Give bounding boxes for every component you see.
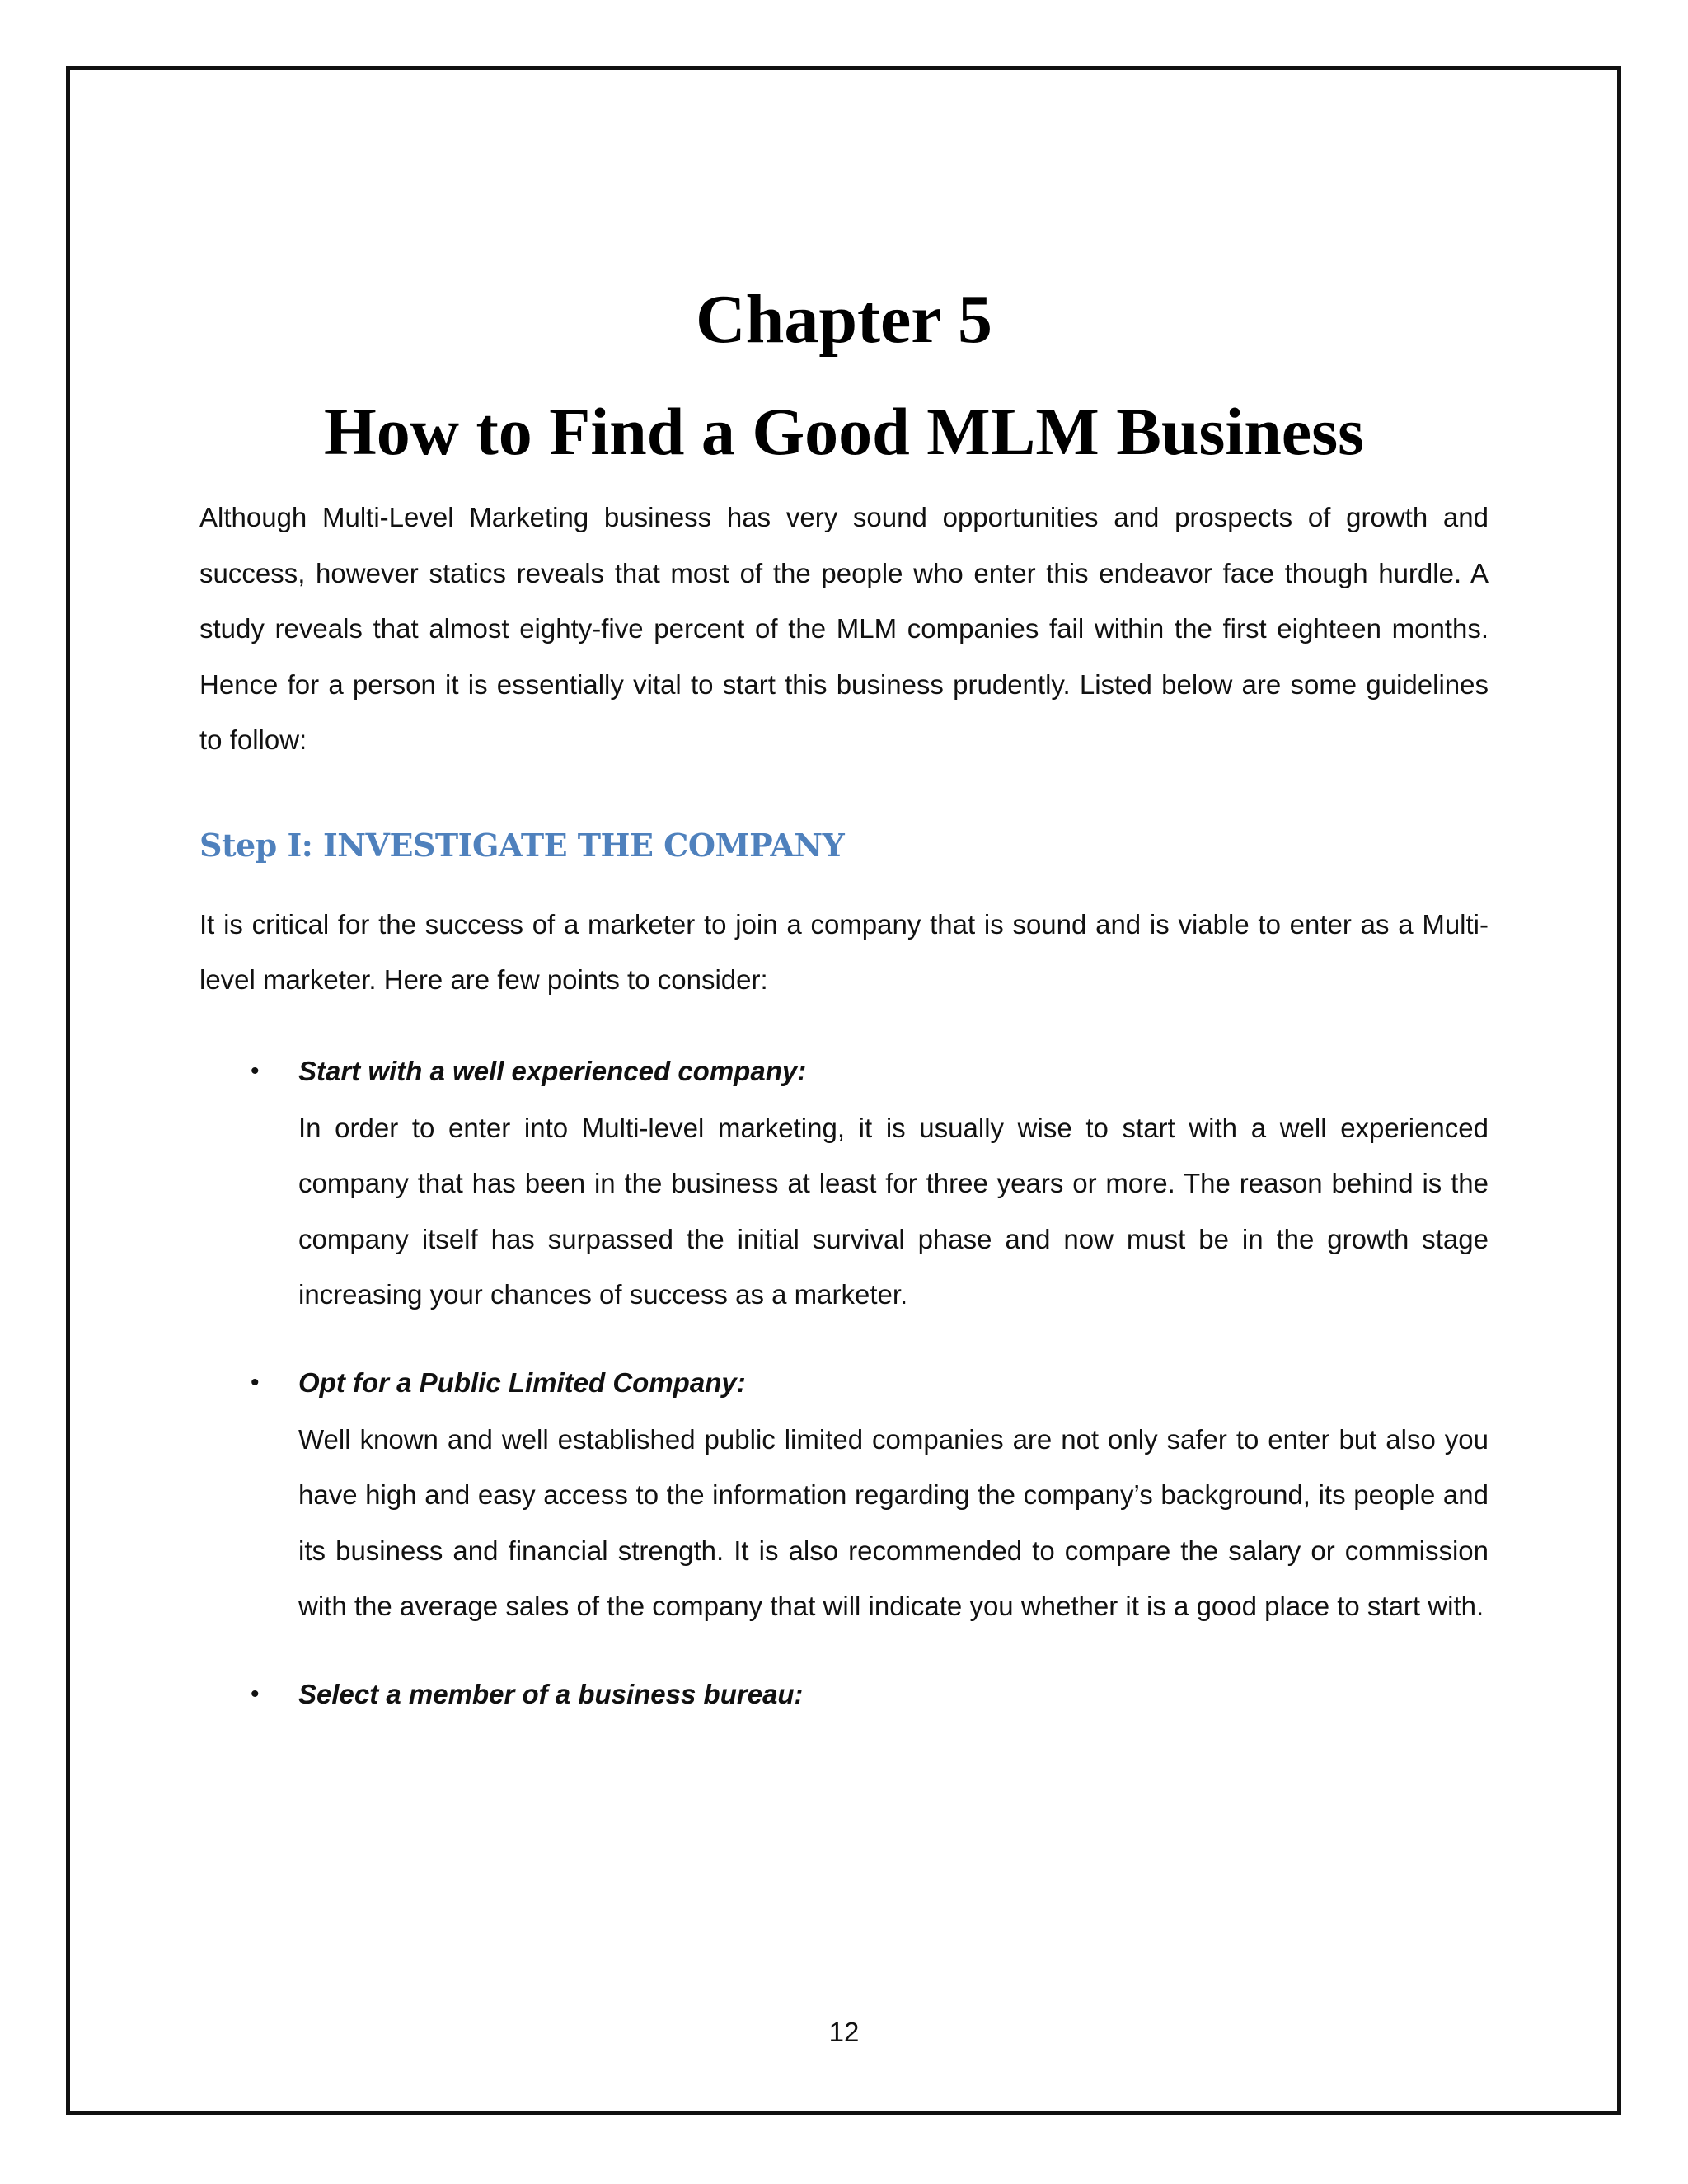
step-heading: Step I: INVESTIGATE THE COMPANY [199,826,845,864]
bullet-icon: • [251,1368,260,1396]
list-item [199,1043,1489,1323]
page-number: 12 [828,2017,860,2047]
chapter-number: Chapter 5 [695,281,993,358]
step-intro-paragraph: It is critical for the success of a marketer to join a company that is sound and is viable to enter as a Multi-level marketer. Here are few points to consider: [199,908,1489,995]
point-heading: Start with a well experienced company: [298,1055,807,1086]
bullet-icon: • [251,1057,260,1085]
point-body: Well known and well established public limited companies are not only safer to enter but also you have high and easy access to the information regarding the company’s background, its people and its business and financial strength. It is also recommended to compare the salary or commission with the average sales of the company that will indicate you whether it is a good place to start with. [298,1423,1489,1621]
point-heading: Select a member of a business bureau: [298,1678,804,1709]
points-list [199,1043,1489,1723]
bullet-icon: • [251,1680,260,1708]
intro-paragraph: Although Multi-Level Marketing business has very sound opportunities and prospects of growth and success, however statics reveals that most of the people who enter this endeavor face though hurdle. A study reveals that almost eighty-five percent of the MLM companies fail within the first eighteen months. Hence for a person it is essentially vital to start this business prudently. Listed below are some guidelines to follow: [199,502,1489,755]
list-item [199,1354,1489,1634]
point-body: In order to enter into Multi-level marketing, it is usually wise to start with a well experienced company that has been in the business at least for three years or more. The reason behind is the company itself has surpassed the initial survival phase and now must be in the growth stage increasing your chances of success as a marketer. [298,1112,1489,1310]
point-heading: Opt for a Public Limited Company: [298,1366,746,1398]
chapter-title: How to Find a Good MLM Business [323,394,1365,469]
page-content [199,272,1489,1755]
list-item [199,1666,1489,1723]
